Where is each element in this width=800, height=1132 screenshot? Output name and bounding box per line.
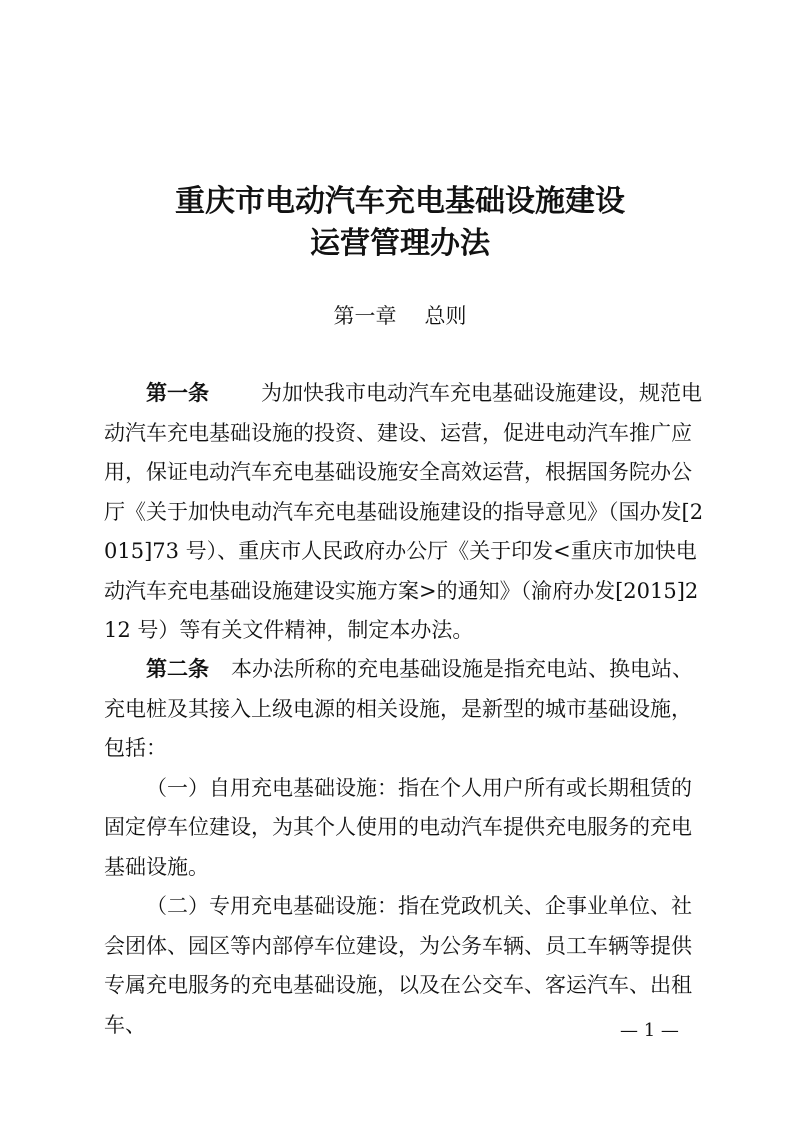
article-2-number: 第二条 (146, 657, 209, 681)
page-number: — 1 — (620, 1020, 679, 1041)
chapter-heading (0, 300, 800, 332)
article-2-item-2: （二）专用充电基础设施：指在党政机关、企事业单位、社会团体、园区等内部停车位建设，为公务车辆、员工车辆等提供专属充电服务的充电基础设施，以及在公交车、客运汽车、出租车、 (104, 894, 692, 1037)
chapter-title: 总则 (424, 304, 467, 328)
article-2-section (104, 650, 704, 1045)
article-1-text: 为加快我市电动汽车充电基础设施建设，规范电动汽车充电基础设施的投资、建设、运营，促进电动汽车推广应用，保证电动汽车充电基础设施安全高效运营，根据国务院办公厅《关于加快电动汽车充电基础设施建设的指导意见》（国办发[2015]73 号）、重庆市人民政府办公厅《关于印发<重庆市加快电动汽车充电基础设施建设实施方案>的通知》（渝府办发[2015]212 号）等有关文件精神，制定本办法。 (104, 381, 704, 642)
chapter-number: 第一章 (333, 304, 397, 328)
article-2-paragraph (104, 650, 704, 769)
document-title-line-1: 重庆市电动汽车充电基础设施建设 (175, 184, 625, 219)
article-1-number: 第一条 (146, 381, 209, 405)
article-1-paragraph (104, 374, 704, 651)
article-2-item-1: （一）自用充电基础设施：指在个人用户所有或长期租赁的固定停车位建设，为其个人使用的电动汽车提供充电服务的充电基础设施。 (104, 775, 692, 879)
document-title-line-2: 运营管理办法 (310, 226, 490, 261)
article-1-section (104, 374, 704, 651)
article-2-text: 本办法所称的充电基础设施是指充电站、换电站、充电桩及其接入上级电源的相关设施，是新型的城市基础设施，包括： (104, 657, 693, 760)
